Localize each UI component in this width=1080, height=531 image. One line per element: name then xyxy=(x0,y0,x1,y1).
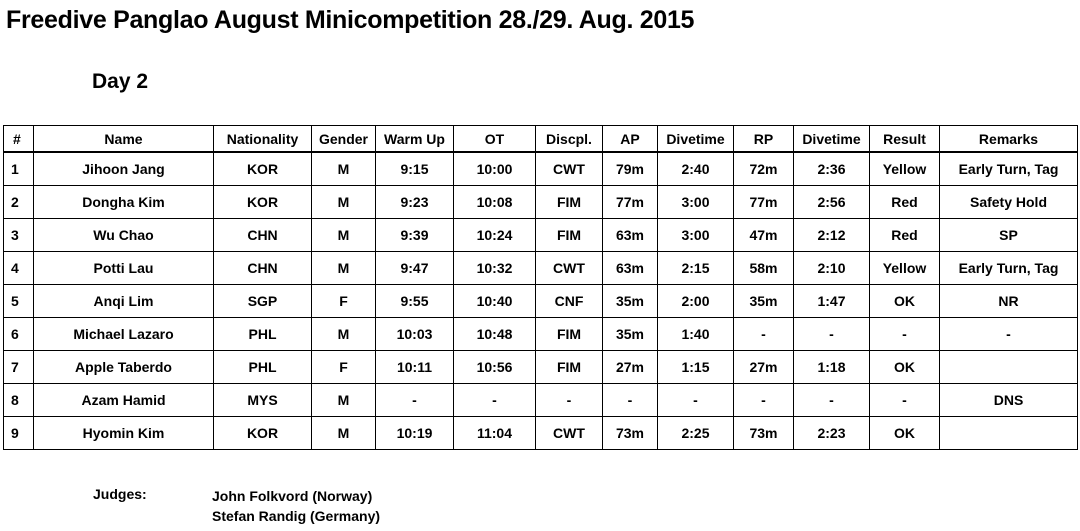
cell-gender: M xyxy=(312,219,376,252)
cell-gender: M xyxy=(312,318,376,351)
cell-discipline: CWT xyxy=(536,252,603,285)
cell-remarks: NR xyxy=(940,285,1078,318)
cell-ot: 10:56 xyxy=(454,351,536,384)
header-remarks: Remarks xyxy=(940,126,1078,153)
header-warm-up: Warm Up xyxy=(376,126,454,153)
cell-warm-up: 9:39 xyxy=(376,219,454,252)
cell-ot: 10:32 xyxy=(454,252,536,285)
header-ap: AP xyxy=(603,126,658,153)
cell-ap: 79m xyxy=(603,152,658,186)
cell-ap: 35m xyxy=(603,285,658,318)
header-rp: RP xyxy=(734,126,794,153)
cell-remarks: Early Turn, Tag xyxy=(940,152,1078,186)
cell-ap-divetime: 3:00 xyxy=(658,186,734,219)
cell-gender: F xyxy=(312,351,376,384)
cell-rp-divetime: 1:18 xyxy=(794,351,870,384)
cell-ap-divetime: 2:15 xyxy=(658,252,734,285)
cell-rp: - xyxy=(734,318,794,351)
cell-number: 9 xyxy=(4,417,34,450)
cell-warm-up: 9:55 xyxy=(376,285,454,318)
page-title: Freedive Panglao August Minicompetition 28./29. Aug. 2015 xyxy=(6,6,695,34)
cell-gender: M xyxy=(312,186,376,219)
cell-warm-up: 9:15 xyxy=(376,152,454,186)
cell-number: 1 xyxy=(4,152,34,186)
cell-discipline: CWT xyxy=(536,152,603,186)
cell-discipline: FIM xyxy=(536,351,603,384)
cell-nationality: SGP xyxy=(214,285,312,318)
cell-nationality: CHN xyxy=(214,219,312,252)
results-table xyxy=(3,125,1078,450)
table-row xyxy=(4,152,1078,186)
table-row xyxy=(4,219,1078,252)
cell-ap: 35m xyxy=(603,318,658,351)
cell-result: - xyxy=(870,384,940,417)
cell-name: Potti Lau xyxy=(34,252,214,285)
cell-remarks xyxy=(940,417,1078,450)
cell-result: Yellow xyxy=(870,252,940,285)
cell-ap: 73m xyxy=(603,417,658,450)
table-body xyxy=(4,152,1078,450)
cell-nationality: PHL xyxy=(214,351,312,384)
cell-ap-divetime: 1:40 xyxy=(658,318,734,351)
cell-number: 7 xyxy=(4,351,34,384)
cell-remarks: Early Turn, Tag xyxy=(940,252,1078,285)
table-row xyxy=(4,417,1078,450)
cell-nationality: PHL xyxy=(214,318,312,351)
header-number: # xyxy=(4,126,34,153)
cell-name: Hyomin Kim xyxy=(34,417,214,450)
cell-gender: F xyxy=(312,285,376,318)
cell-gender: M xyxy=(312,152,376,186)
cell-nationality: KOR xyxy=(214,152,312,186)
cell-name: Dongha Kim xyxy=(34,186,214,219)
cell-rp: 73m xyxy=(734,417,794,450)
cell-warm-up: 9:47 xyxy=(376,252,454,285)
cell-warm-up: 10:03 xyxy=(376,318,454,351)
cell-name: Wu Chao xyxy=(34,219,214,252)
cell-number: 2 xyxy=(4,186,34,219)
header-discipline: Discpl. xyxy=(536,126,603,153)
cell-ap-divetime: 3:00 xyxy=(658,219,734,252)
cell-rp: - xyxy=(734,384,794,417)
cell-result: Red xyxy=(870,219,940,252)
cell-rp-divetime: 2:23 xyxy=(794,417,870,450)
table-header xyxy=(4,126,1078,153)
header-gender: Gender xyxy=(312,126,376,153)
cell-warm-up: 9:23 xyxy=(376,186,454,219)
table-row xyxy=(4,351,1078,384)
cell-nationality: MYS xyxy=(214,384,312,417)
cell-nationality: CHN xyxy=(214,252,312,285)
cell-number: 5 xyxy=(4,285,34,318)
table-row xyxy=(4,252,1078,285)
header-result: Result xyxy=(870,126,940,153)
cell-warm-up: 10:19 xyxy=(376,417,454,450)
cell-warm-up: 10:11 xyxy=(376,351,454,384)
cell-result: OK xyxy=(870,351,940,384)
cell-rp-divetime: 1:47 xyxy=(794,285,870,318)
cell-ap: 63m xyxy=(603,219,658,252)
cell-result: Yellow xyxy=(870,152,940,186)
cell-ap-divetime: 1:15 xyxy=(658,351,734,384)
cell-rp-divetime: - xyxy=(794,318,870,351)
cell-rp-divetime: 2:56 xyxy=(794,186,870,219)
cell-rp-divetime: 2:10 xyxy=(794,252,870,285)
judges-list xyxy=(212,486,380,526)
cell-ap: - xyxy=(603,384,658,417)
header-row xyxy=(4,126,1078,153)
cell-rp: 77m xyxy=(734,186,794,219)
cell-ot: 10:48 xyxy=(454,318,536,351)
judge-name: John Folkvord (Norway) xyxy=(212,488,373,504)
cell-remarks: DNS xyxy=(940,384,1078,417)
cell-result: OK xyxy=(870,285,940,318)
header-rp-divetime: Divetime xyxy=(794,126,870,153)
header-nationality: Nationality xyxy=(214,126,312,153)
cell-discipline: - xyxy=(536,384,603,417)
cell-rp: 72m xyxy=(734,152,794,186)
cell-ap: 63m xyxy=(603,252,658,285)
header-ap-divetime: Divetime xyxy=(658,126,734,153)
cell-discipline: CNF xyxy=(536,285,603,318)
cell-nationality: KOR xyxy=(214,186,312,219)
cell-ot: 10:08 xyxy=(454,186,536,219)
cell-discipline: FIM xyxy=(536,318,603,351)
cell-ap-divetime: - xyxy=(658,384,734,417)
cell-result: - xyxy=(870,318,940,351)
cell-number: 8 xyxy=(4,384,34,417)
cell-ap: 27m xyxy=(603,351,658,384)
cell-name: Azam Hamid xyxy=(34,384,214,417)
cell-remarks: SP xyxy=(940,219,1078,252)
cell-gender: M xyxy=(312,252,376,285)
cell-gender: M xyxy=(312,417,376,450)
table-row xyxy=(4,186,1078,219)
header-ot: OT xyxy=(454,126,536,153)
cell-rp: 35m xyxy=(734,285,794,318)
cell-ot: 10:40 xyxy=(454,285,536,318)
cell-number: 6 xyxy=(4,318,34,351)
cell-ot: 11:04 xyxy=(454,417,536,450)
cell-ap-divetime: 2:40 xyxy=(658,152,734,186)
cell-rp-divetime: - xyxy=(794,384,870,417)
cell-number: 3 xyxy=(4,219,34,252)
cell-number: 4 xyxy=(4,252,34,285)
cell-rp-divetime: 2:36 xyxy=(794,152,870,186)
cell-remarks: - xyxy=(940,318,1078,351)
cell-remarks xyxy=(940,351,1078,384)
table-row xyxy=(4,384,1078,417)
cell-discipline: CWT xyxy=(536,417,603,450)
cell-ap-divetime: 2:25 xyxy=(658,417,734,450)
cell-ot: - xyxy=(454,384,536,417)
cell-name: Jihoon Jang xyxy=(34,152,214,186)
cell-remarks: Safety Hold xyxy=(940,186,1078,219)
cell-ot: 10:00 xyxy=(454,152,536,186)
cell-rp: 27m xyxy=(734,351,794,384)
cell-rp: 47m xyxy=(734,219,794,252)
cell-warm-up: - xyxy=(376,384,454,417)
cell-name: Michael Lazaro xyxy=(34,318,214,351)
cell-rp: 58m xyxy=(734,252,794,285)
cell-ap: 77m xyxy=(603,186,658,219)
cell-result: Red xyxy=(870,186,940,219)
cell-name: Apple Taberdo xyxy=(34,351,214,384)
cell-ap-divetime: 2:00 xyxy=(658,285,734,318)
cell-gender: M xyxy=(312,384,376,417)
cell-discipline: FIM xyxy=(536,219,603,252)
cell-name: Anqi Lim xyxy=(34,285,214,318)
day-label: Day 2 xyxy=(92,70,149,93)
cell-ot: 10:24 xyxy=(454,219,536,252)
cell-nationality: KOR xyxy=(214,417,312,450)
cell-result: OK xyxy=(870,417,940,450)
table-row xyxy=(4,318,1078,351)
header-name: Name xyxy=(34,126,214,153)
cell-rp-divetime: 2:12 xyxy=(794,219,870,252)
table-row xyxy=(4,285,1078,318)
judges-label: Judges: xyxy=(93,486,147,502)
judge-name: Stefan Randig (Germany) xyxy=(212,508,381,524)
cell-discipline: FIM xyxy=(536,186,603,219)
